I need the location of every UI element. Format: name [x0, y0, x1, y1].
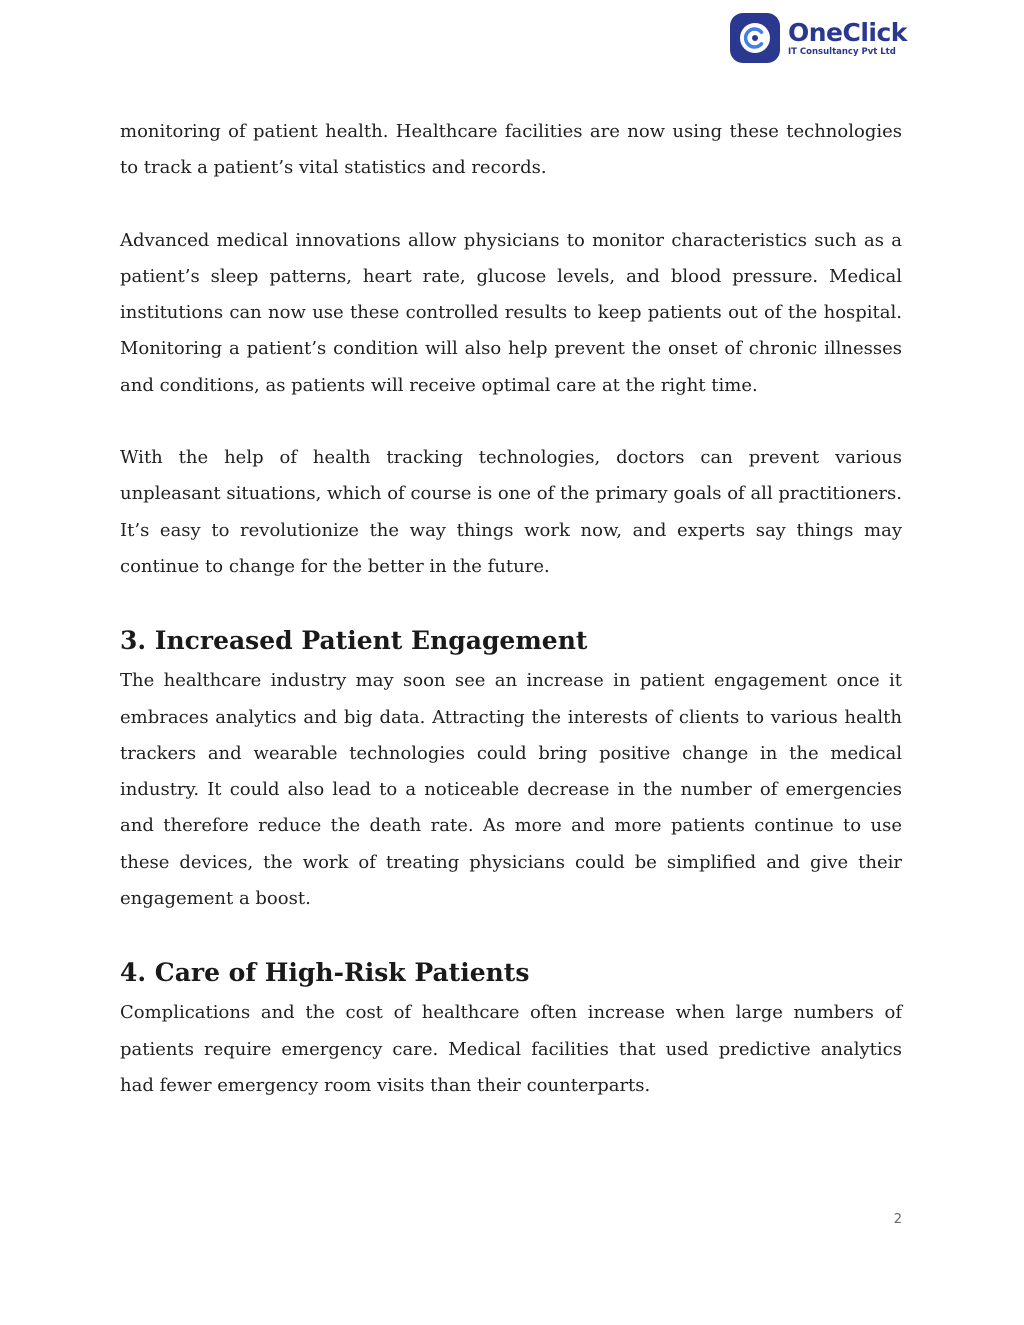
logo-name: OneClick [788, 17, 907, 47]
document-body [120, 114, 902, 1104]
company-logo [730, 12, 910, 64]
body-paragraph: monitoring of patient health. Healthcare facilities are now using these technologies to track a patient’s vital statistics and records. [120, 121, 902, 179]
section-paragraph: Complications and the cost of healthcare often increase when large numbers of patients require emergency care. Medical facilities that used predictive analytics had fewer emergency room visits than their counterparts. [120, 1002, 902, 1096]
oneclick-logo-icon [730, 13, 780, 63]
section-care-of-high-risk-patients [120, 955, 902, 1104]
body-paragraph: Advanced medical innovations allow physicians to monitor characteristics such as a patient’s sleep patterns, heart rate, glucose levels, and blood pressure. Medical institutions can now use these controlled results to keep patients out of the hospital. Monitoring a patient’s condition will also help prevent the onset of chronic illnesses and conditions, as patients will receive optimal care at the right time. [120, 229, 902, 396]
section-paragraph: The healthcare industry may soon see an increase in patient engagement once it embraces analytics and big data. Attracting the interests of clients to various health trackers and wearable technologies could bring positive change in the medical industry. It could also lead to a noticeable decrease in the number of emergencies and therefore reduce the death rate. As more and more patients continue to use these devices, the work of treating physicians could be simplified and give their engagement a boost. [120, 670, 902, 910]
section-heading: 4. Care of High-Risk Patients [120, 958, 530, 988]
body-paragraph: With the help of health tracking technologies, doctors can prevent various unpleasant situations, which of course is one of the primary goals of all practitioners. It’s easy to revolutionize the way things work now, and experts say things may continue to change for the better in the future. [120, 447, 902, 577]
logo-subtitle: IT Consultancy Pvt Ltd [788, 46, 896, 57]
section-heading: 3. Increased Patient Engagement [120, 626, 588, 656]
page-number: 2 [893, 1212, 902, 1227]
section-increased-patient-engagement [120, 623, 902, 917]
